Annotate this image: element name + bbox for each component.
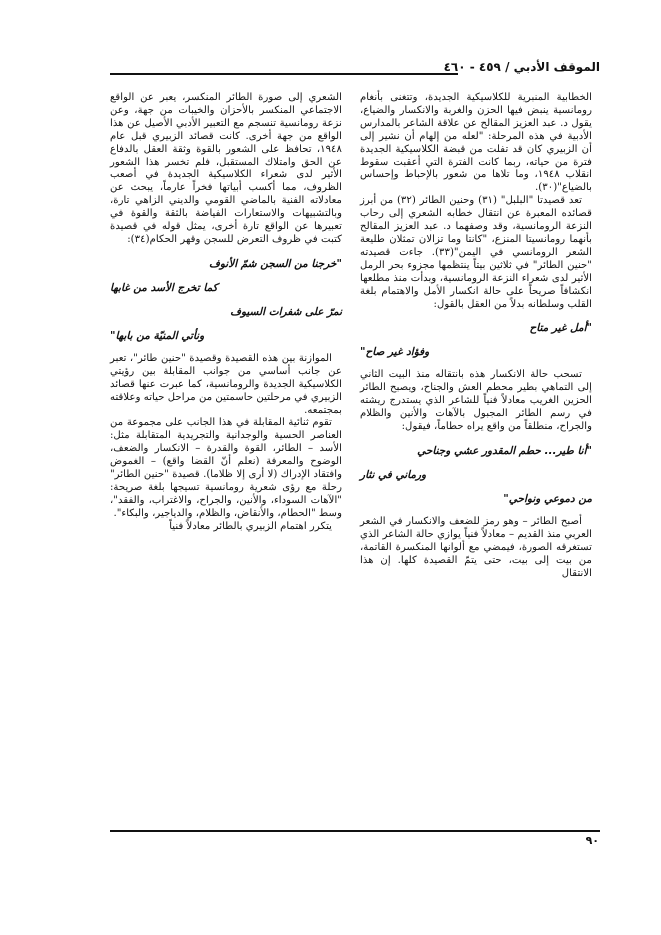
paragraph: الشعري إلى صورة الطائر المنكسر، يعبر عن الواقع الاجتماعي المنكسر بالأحزان والخيبات من جهة، وعن نزعة رومانسية تنسجم مع التعبير الأدبي الأصيل عن هذا الواقع من جهة أخرى. كانت قصائد الزبيري قبل عام ١٩٤٨، تحافظ على الشعور بالقوة وثقة العقل بالدفاع عن الحق وامتلاك المستقبل، فلم تخسر هذا الشعور الأثير لدى شعراء الكلاسيكية الجديدة في أصعب الظروف، مما أكسب أبياتها فخراً عارماً، يبحث عن معادلاته الفنية بالماضي القومي والديني الزاهي تارة، وبالتشبيهات والاستعارات الفياضة بالثقة والقوة في تعبيرها عن الواقع تارة أخرى، يمثل قوله في قصيدة كتبت في ظروف التعرض للسجن وقهر الحكام(٣٤): <box>110 92 342 245</box>
verse-line: وفؤاد غير صاح" <box>360 346 430 359</box>
paragraph: يتكرر اهتمام الزبيري بالطائر معادلاً فنياً <box>169 520 332 532</box>
right-column <box>360 92 592 580</box>
paragraph: تقوم ثنائية المقابلة في هذا الجانب على مجموعة من العناصر الحسية والوجدانية والتجريدية المتقابلة مثل: الأسد – الطائر، القوة والقدرة – الانكسار والضعف، الوضوح والمعرفة (نعلم أنّ القضا واقع) – الغموض وافتقاد الإدراك (لا أرى إلا ظلاما). قصيدة "حنين الطائر" رحلة مع رؤى شعرية رومانسية تسيجها بلغة صريحة: "الآهات السوداء، والأنين، والجراح، والاغتراب، والفقد"، وسط "الحطام، والأنقاض، والظلام، والدياجير، والبكاء". <box>110 417 342 519</box>
verse-line: من دموعي ونواحي" <box>503 492 592 505</box>
paragraph: الموازنة بين هذه القصيدة وقصيدة "حنين طائر"، تعبر عن جانب أساسي من جوانب المقابلة بين رؤيتي الكلاسيكية الجديدة والرومانسية، كما عبرت عنها قصائد الزبيري في مرحلتين حاسمتين من مراحل حياته وعلاقته بمجتمعه. <box>110 352 342 416</box>
verse-line: ورماني في نثار <box>360 468 427 481</box>
paragraph: أصبح الطائر – وهو رمز للضعف والانكسار في الشعر العربي منذ القديم – معادلاً فنياً يوازي حالة الشاعر الذي تستغرقه الصورة، فيمضي مع ألوانها المنكسرة القاتمة، من بيت إلى بيت، حتى يتمّ القصيدة كلها. إن هذا الانتقال <box>360 515 592 579</box>
left-column <box>110 92 342 534</box>
verse-line: نمرّ على شفرات السيوف <box>230 305 342 318</box>
paragraph: تسحب حالة الانكسار هذه بانتقاله منذ البيت الثاني إلى التماهي بطير محطم العش والجناح، ويصبح الطائر الحزين الغريب معادلاً فنياً للشاعر الذي يستدرج ريشته في رسم الطائر المجبول بالآهات والأنين والظلام والجراح، منطلقاً من واقع يراه حطاماً، فيقول: <box>360 369 592 433</box>
paragraph: الخطابية المنبرية للكلاسيكية الجديدة، وتتغنى بأنغام رومانسية ينبض فيها الحزن والغربة والانكسار والضياع، يقول د. عبد العزيز المقالح عن علاقة الشاعر بالمدارس الأدبية في هذه المرحلة: "لعله من إلهام أن نشير إلى أن الزبيري كان قد تفلت من قبضة الكلاسيكية الجديدة فترة من حياته، ربما كانت الفترة التي أعقبت سقوط انقلاب ١٩٤٨، وما تلاها من شعور بالإحباط وإحساس بالضياع"(٣٠). <box>360 92 592 194</box>
verse-line: "أمل غير متاح <box>529 322 592 335</box>
footer-rule <box>110 830 600 832</box>
journal-title: الموقف الأدبي / ٤٥٩ - ٤٦٠ <box>443 60 600 74</box>
page-number: ٩٠ <box>585 834 599 847</box>
verse-line: "أنا طير... حطم المقدور عشي وجناحي <box>417 444 592 457</box>
verse-line: كما تخرج الأسد من غابها <box>110 281 218 294</box>
paragraph: تعد قصيدتا "البلبل" (٣١) وحنين الطائر (٣٢) من أبرز قصائده المعبرة عن انتقال خطابه الشعري إلى رحاب النزعة الرومانسية، وقد وصفهما د. عبد العزيز المقالح بأنهما رومانسيتا المنزع، "كانتا وما تزالان تمثلان طليعة الشعر الرومانسي في اليمن"(٣٣). جاءت قصيدته "حنين الطائر" في ثلاثين بيتاً ينتظمها مجزوء بحر الرمل الأثير لدى شعراء النزعة الرومانسية، وبدأت منذ مطلعها انكشافاً صريحاً على حالة انكسار الأمل والاهتمام بلغة القلب وسلطانه بدلاً من العقل بالقول: <box>360 195 592 310</box>
header-rule <box>110 73 458 75</box>
verse-line: ونأتي المنيّة من بابها" <box>110 329 205 342</box>
verse-line: "خرجنا من السجن شمّ الأنوف <box>208 257 342 270</box>
running-header <box>110 60 600 80</box>
